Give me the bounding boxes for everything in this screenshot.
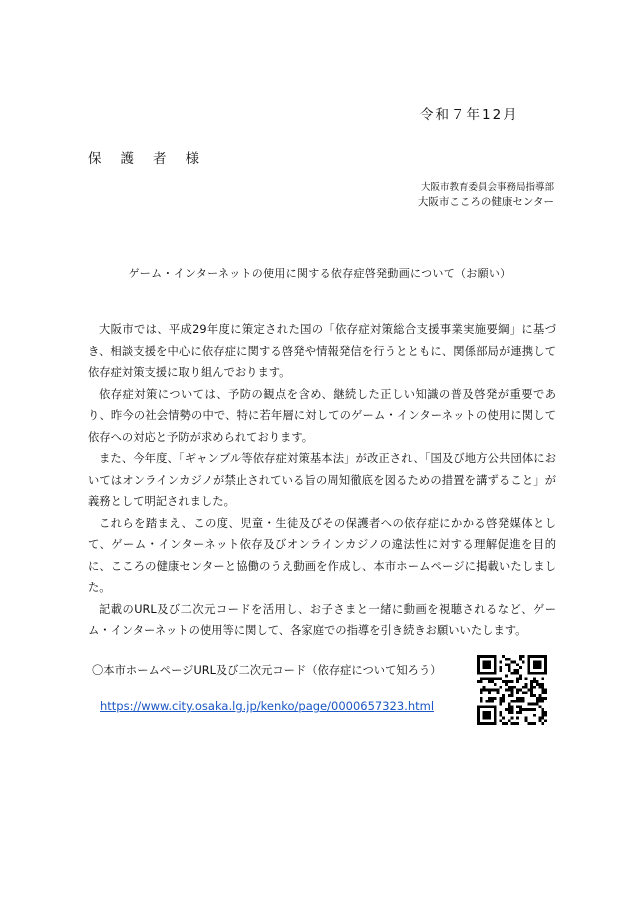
date: 令和７年12月 [420,107,519,123]
homepage-link[interactable]: https://www.city.osaka.lg.jp/kenko/page/0000657323.html [100,699,435,713]
sender-line-2: 大阪市こころの健康センター [417,196,554,208]
qr-label: 〇本市ホームページURL及び二次元コード（依存症について知ろう） [92,664,442,677]
document-title: ゲーム・インターネットの使用に関する依存症啓発動画について（お願い） [128,267,512,280]
paragraph: これらを踏まえ、この度、児童・生徒及びその保護者への依存症にかかる啓発媒体として、ゲーム・インターネット依存及びオンラインカジノの違法性に対する理解促進を目的に、こころの健康センターと協働のうえ動画を作成し、本市ホームページに掲載いたしました。 [88,516,556,594]
sender-block [418,181,554,209]
paragraph: また、今年度、「ギャンブル等依存症対策基本法」が改正され、「国及び地方公共団体においてはオンラインカジノが禁止されている旨の周知徹底を図るための措置を講ずること」が義務として明記されました。 [88,452,556,508]
body-text [88,319,556,642]
paragraph: 記載のURL及び二次元コードを活用し、お子さまと一緒に動画を視聴されるなど、ゲーム・インターネットの使用等に関して、各家庭での指導を引き続きお願いいたします。 [88,602,556,637]
paragraph: 依存症対策については、予防の観点を含め、継続した正しい知識の普及啓発が重要であり、昨今の社会情勢の中で、特に若年層に対してのゲーム・インターネットの使用に関して依存への対応と予防が求められております。 [88,387,556,444]
qr-code [477,655,547,725]
recipient: 保護者様 [88,151,218,167]
sender-line-1: 大阪市教育委員会事務局指導部 [420,182,554,193]
paragraph: 大阪市では、平成29年度に策定された国の「依存症対策総合支援事業実施要綱」に基づき、相談支援を中心に依存症に関する啓発や情報発信を行うとともに、関係部局が連携して依存症対策支援に取り組んでおります。 [88,323,556,379]
